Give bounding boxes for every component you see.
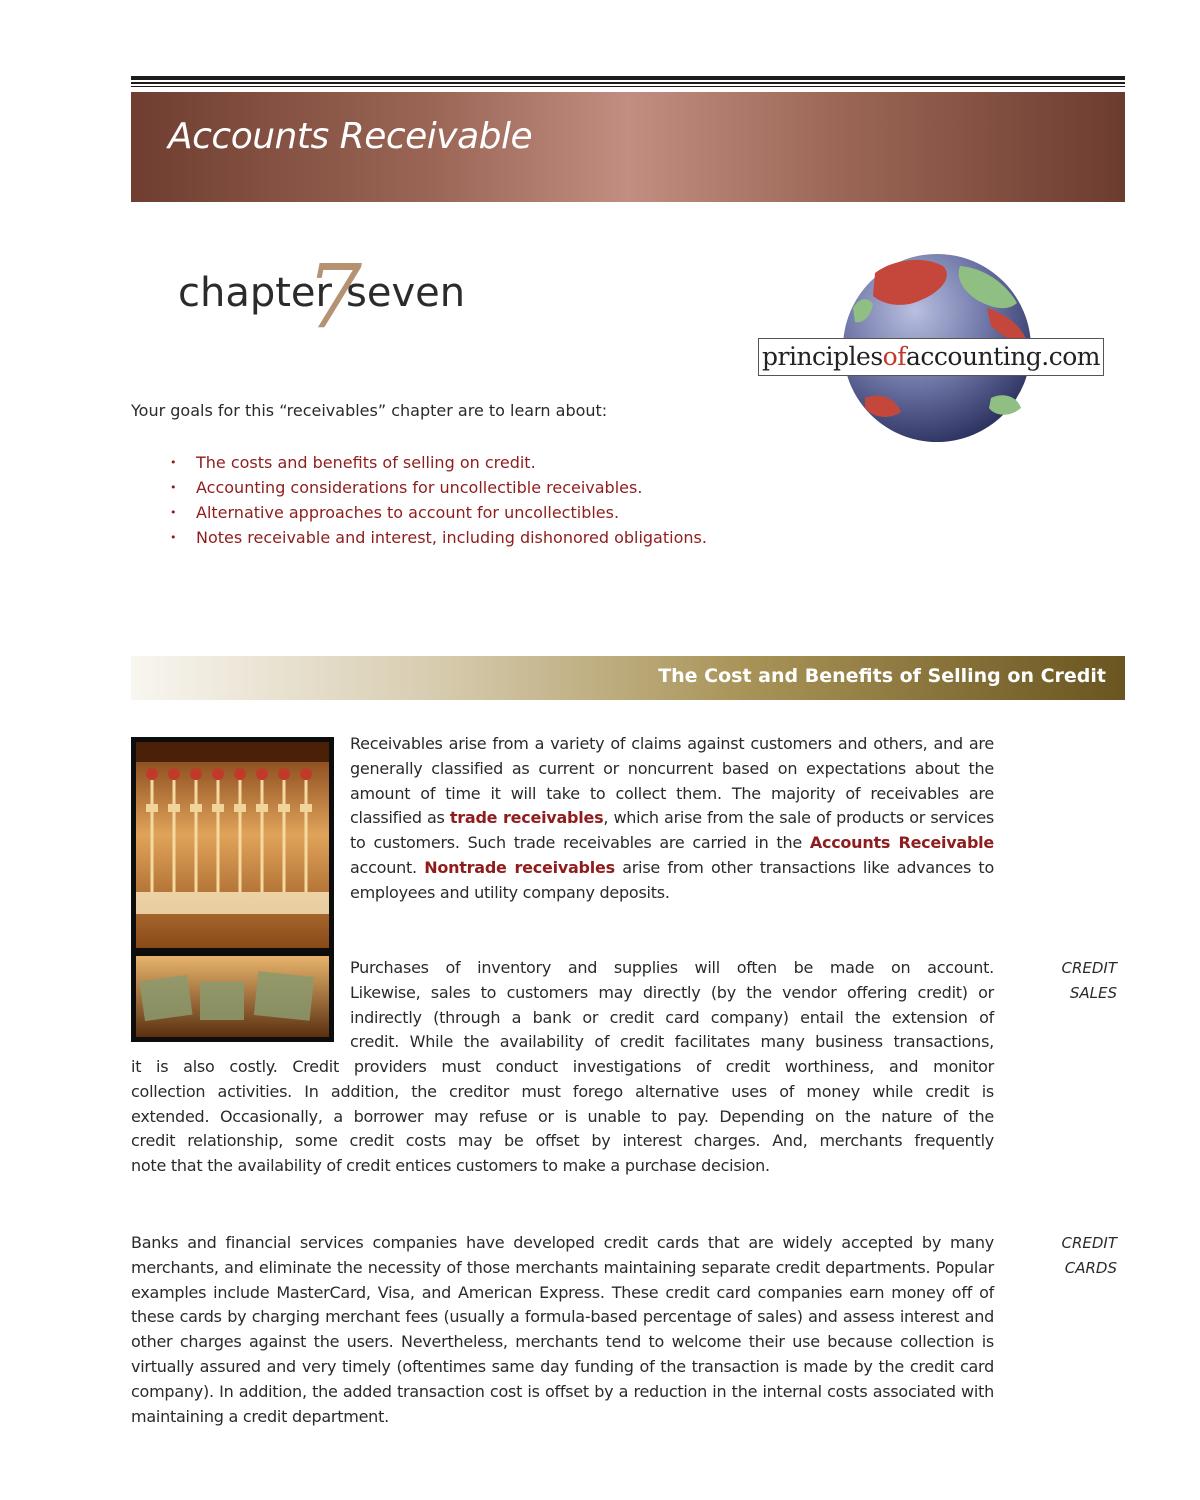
margin-note-credit-sales: CREDIT SALES [1061, 959, 1117, 1002]
goal-item: • Alternative approaches to account for uncollectibles. [170, 500, 707, 525]
goals-intro: Your goals for this “receivables” chapter are to learn about: [131, 401, 608, 420]
goal-item: • The costs and benefits of selling on credit. [170, 450, 707, 475]
chapter-number: 7 [306, 245, 362, 348]
paragraph-line: extended. Occasionally, a borrower may refuse or is unable to pay. Depending on the nature of the [131, 1106, 994, 1126]
margin-note-credit-cards: CREDIT CARDS [1061, 1234, 1117, 1277]
top-rule-thick [131, 76, 1125, 80]
top-rule-mid [131, 82, 1125, 84]
logo-text-of: of [882, 342, 906, 371]
paragraph-text: , which arise from the sale of products or services to customers. Such trade receivables are carried in the [350, 808, 995, 853]
paragraph-credit-sales-bottom [131, 1055, 994, 1179]
chapter-heading [178, 245, 478, 348]
paragraph-line: it is also costly. Credit providers must conduct investigations of credit worthiness, and monitor [131, 1057, 994, 1076]
section-title: The Cost and Benefits of Selling on Credit [658, 665, 1106, 687]
goal-item: • Notes receivable and interest, including dishonored obligations. [170, 525, 707, 550]
chapter-word: chapter [178, 270, 332, 316]
logo-text-principles: principles [762, 342, 883, 371]
paragraph-line: Likewise, sales to customers may directly (by the vendor offering credit) or [350, 982, 994, 1002]
paragraph-line: credit. While the availability of credit facilitates many business transactions, [350, 1032, 994, 1052]
site-logo [755, 248, 1105, 448]
term-nontrade-receivables: Nontrade receivables [424, 857, 615, 877]
paragraph-line: credit relationship, some credit costs may be offset by interest charges. And, merchants frequently [131, 1131, 994, 1151]
paragraph-line: indirectly (through a bank or credit card company) entail the extension of [350, 1007, 994, 1027]
paragraph-line: Purchases of inventory and supplies will often be made on account. [350, 958, 994, 977]
chapter-number-word: seven [346, 270, 466, 316]
paragraph-line: collection activities. In addition, the creditor must forego alternative uses of money while credit is [131, 1081, 994, 1101]
cash-register-image-icon [136, 742, 329, 1037]
paragraph-credit-cards: Banks and financial services companies have developed credit cards that are widely accepted by many merchants, and eliminate the necessity of those merchants maintaining separate credit departments. Popular examples include MasterCard, Visa, and American Express. These credit card companies earn money off of these cards by charging merchant fees (usually a formula-based percentage of sales) and assess interest and other charges against the users. Nevertheless, merchants tend to welcome their use because collection is virtually assured and very timely (oftentimes same day funding of the transaction is made by the credit card company). In addition, the added transaction cost is offset by a reduction in the internal costs associated with maintaining a credit department. [131, 1233, 994, 1426]
term-accounts-receivable: Accounts Receivable [809, 833, 995, 853]
logo-wordmark [758, 338, 1104, 376]
banner-title: Accounts Receivable [168, 116, 533, 157]
paragraph-credit-sales-top [350, 956, 994, 1055]
goals-list [170, 450, 707, 550]
top-rule-thin [131, 86, 1125, 87]
section-header-bar [131, 656, 1125, 700]
chapter-banner [131, 92, 1125, 202]
paragraph-text: Receivables arise from a variety of claims against customers and others, and are generally classified as current or noncurrent based on expectations about the amount of time it will take to collect them. The majority of receivables are classified as [350, 734, 994, 828]
cash-register-photo [131, 737, 334, 1042]
goal-item: • Accounting considerations for uncollectible receivables. [170, 475, 707, 500]
paragraph-text: arise from other transactions like advances to employees and utility company deposits. [350, 857, 994, 902]
paragraph-receivables [350, 732, 994, 906]
term-trade-receivables: trade receivables [449, 808, 604, 828]
paragraph-line: note that the availability of credit entices customers to make a purchase decision. [131, 1156, 770, 1176]
paragraph-text: account. [350, 857, 425, 877]
logo-text-accounting: accounting.com [905, 342, 1100, 371]
